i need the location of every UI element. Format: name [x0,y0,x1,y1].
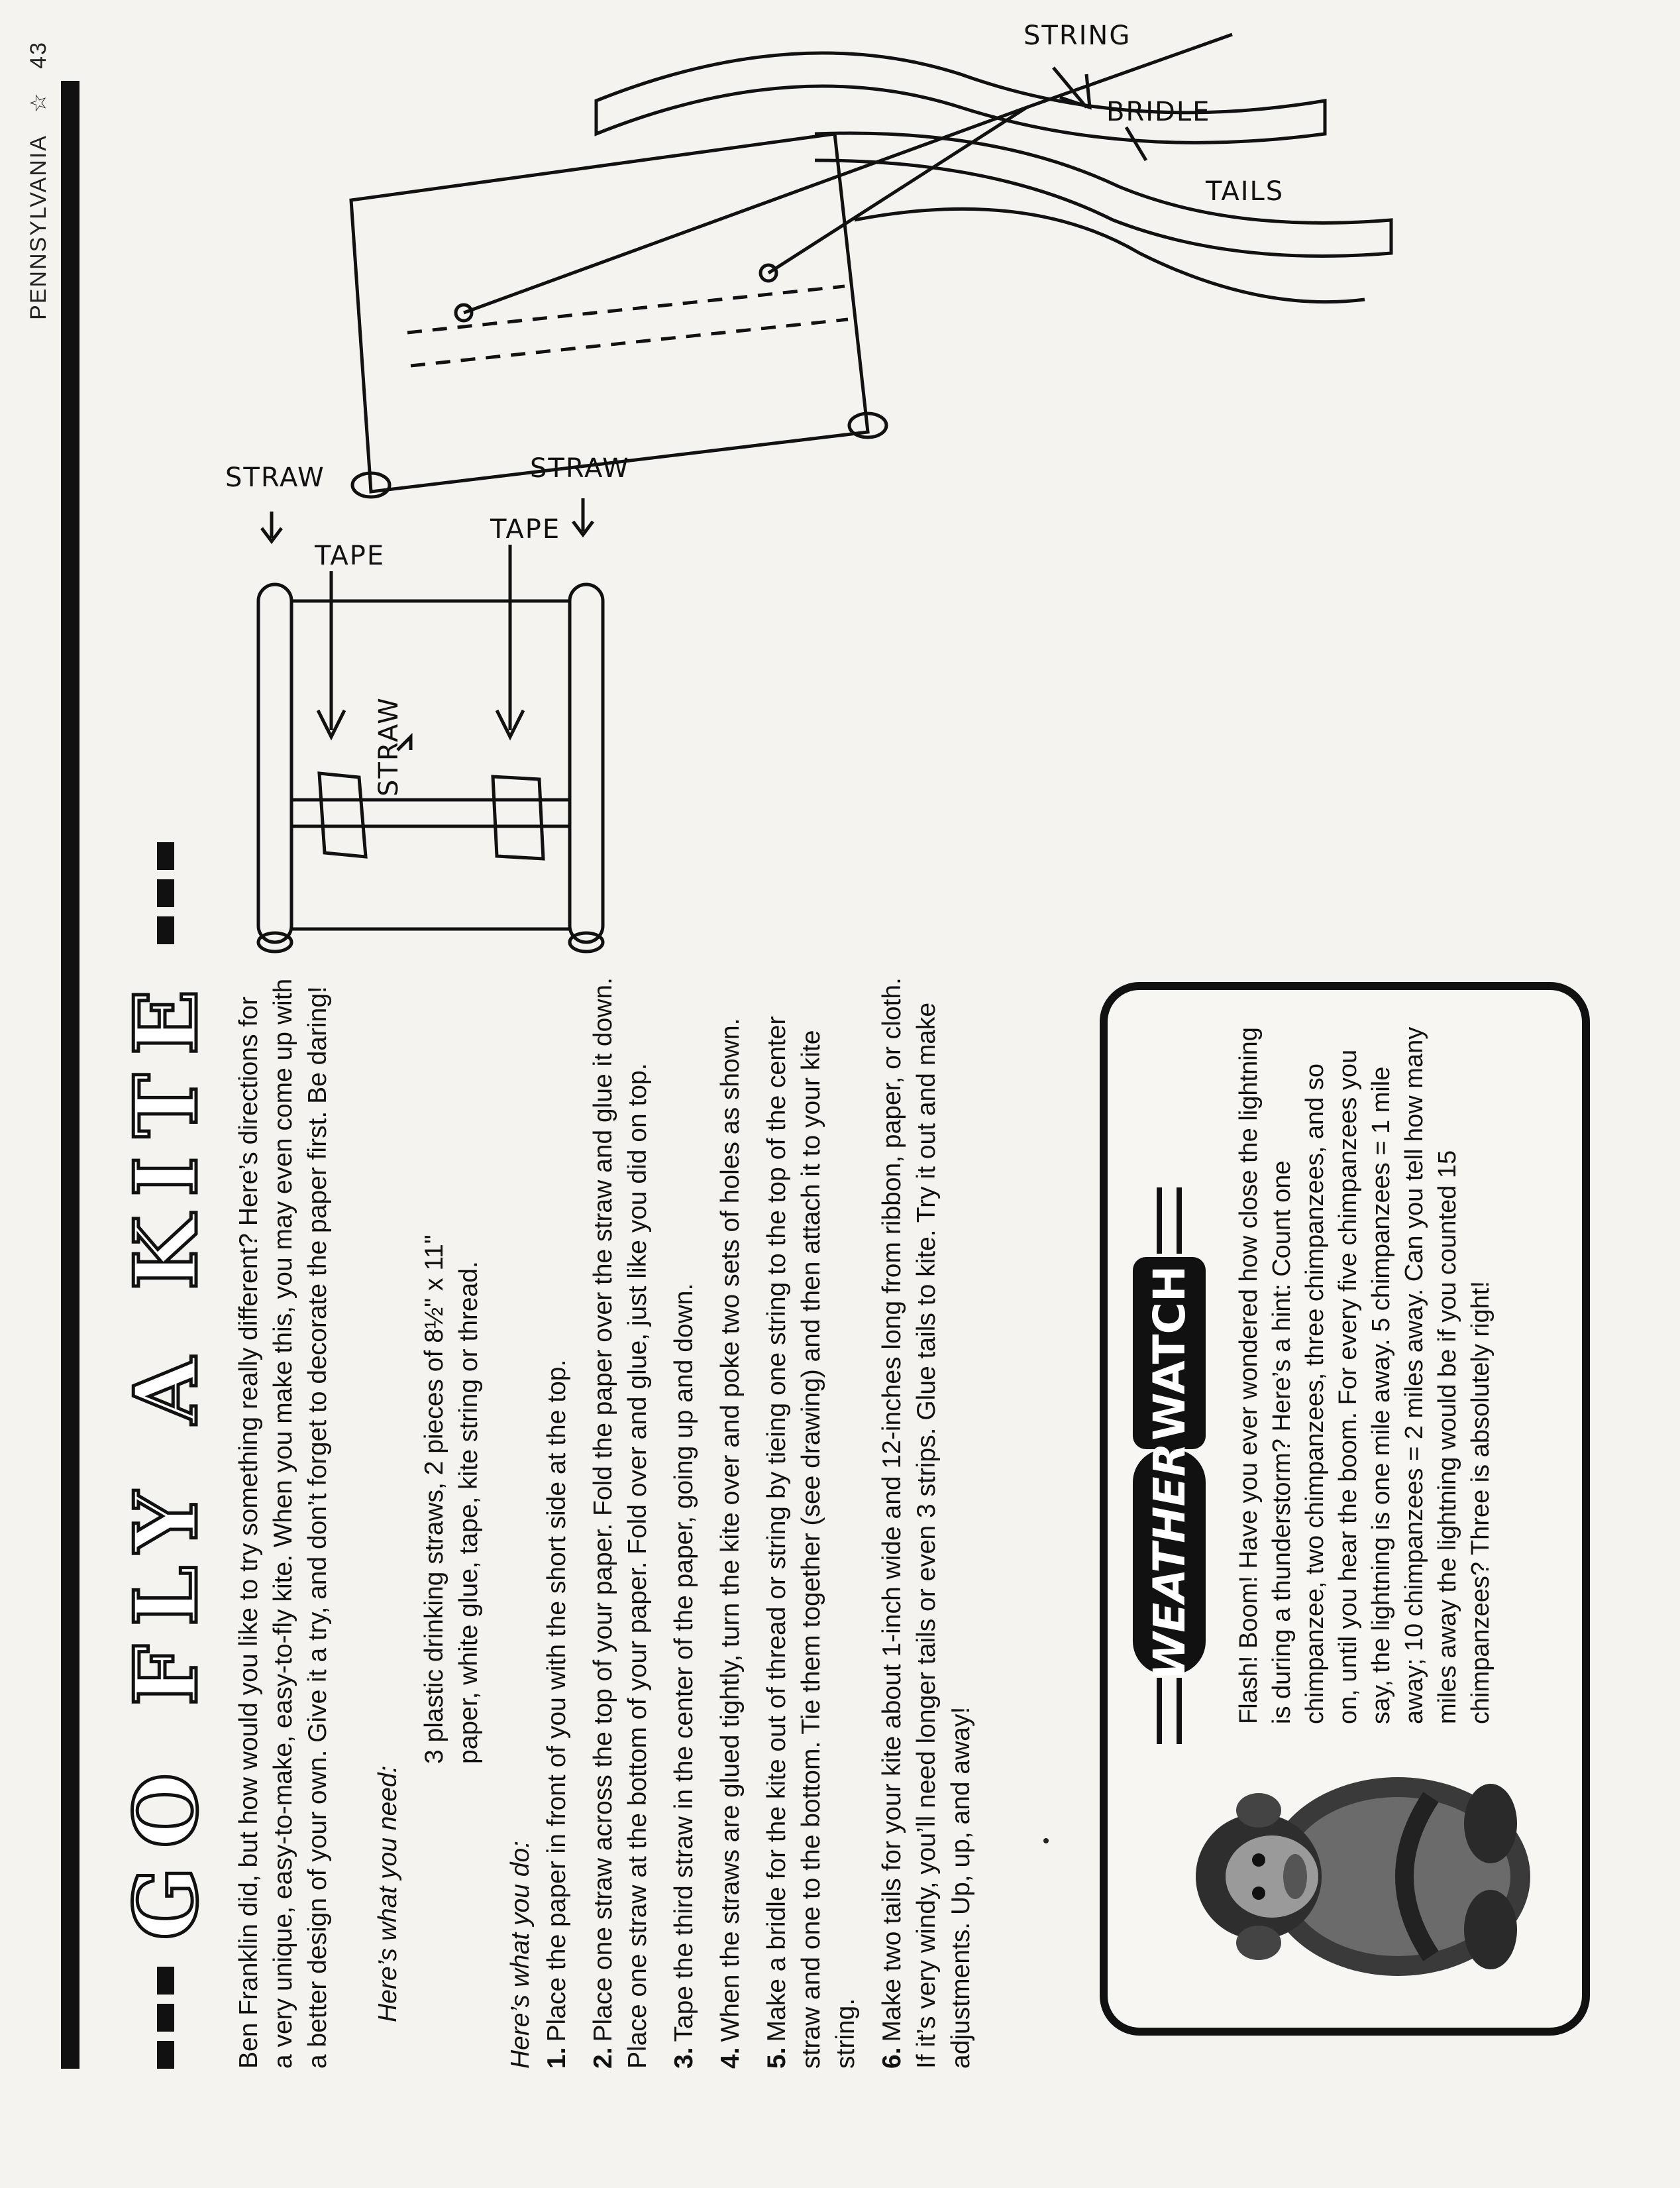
logo-word-weather: WEATHER [1144,1443,1195,1681]
title-dashes-left [157,1967,174,2069]
stray-dot [1043,1838,1049,1843]
need-heading: Here’s what you need: [374,1765,402,2022]
step-item: 2.Place one straw across the top of your paper. Fold the paper over the straw and glue it down. Place one straw at the bottom of your paper. Fold over and glue, just like you did on top. [589,977,652,2069]
title-dashes-right [157,842,174,944]
chimpanzee-illustration [1179,1751,1550,2002]
step-item: 1.Place the paper in front of you with the short side at the top. [543,1359,571,2069]
state-name: PENNSYLVANIA [26,136,51,320]
label-tape-bottom: TAPE [490,514,561,545]
page-number: 43 [26,41,51,69]
label-string: STRING [1024,21,1131,51]
top-rule [61,81,79,2069]
label-tails: TAILS [1206,176,1285,207]
label-straw-center: STRAW [374,696,404,796]
running-header [25,41,52,439]
label-bridle: BRIDLE [1106,97,1211,127]
label-tape-top: TAPE [315,541,386,571]
title-row [113,842,219,2069]
star-icon: ☆ [26,91,51,113]
kite-bridle-diagram [199,15,1424,531]
label-straw-bottom: STRAW [530,453,630,484]
logo-word-watch: WATCH [1144,1265,1195,1441]
do-heading: Here’s what you do: [506,1841,535,2069]
intro-paragraph: Ben Franklin did, but how would you like to try something really different? Here’s directions for a very unique, easy-to-make, easy-to-fly kite. When you make this, you may even come up with a better design of your own. Give it a try, and don’t forget to decorate the paper first. Be daring! [235,978,332,2069]
weather-watch-text: Flash! Boom! Have you ever wondered how close the lightning is during a thunderstorm? Here’s a hint: Count one chimpanzee, two chimpanzees, three chimpanzees, and so on, until you hear the boom. For every five chimpanzees you say, the lightning is one mile away. 5 chimpanzees = 1 mile away; 10 chimpanzees = 2 miles away. Can you tell how many miles away the lightning would be if you counted 15 chimpanzees? Three is absolutely right! [1235,1026,1495,1724]
weather-watch-logo [1120,1181,1219,1751]
steps-list [540,975,990,2069]
label-straw-top: STRAW [225,463,325,493]
step-item: 3.Tape the third straw in the center of the paper, going up and down. [670,1283,698,2069]
step-item: 4.When the straws are glued tightly, turn the kite over and poke two sets of holes as shown. [716,1018,745,2069]
kite-frame-diagram [199,453,715,969]
materials-list: 3 plastic drinking straws, 2 pieces of 8½" x 11" paper, white glue, tape, kite string or thread. [420,1234,483,1764]
page-title: GO FLY A KITE [115,971,217,1940]
step-item: 6.Make two tails for your kite about 1-inch wide and 12-inches long from ribbon, paper, or cloth. If it’s very windy, you’ll need longer tails or even 3 strips. Glue tails to kite. Try it out and make adjustments. Up, up, and away! [878,977,975,2069]
step-item: 5.Make a bridle for the kite out of thread or string by tieing one string to the top of the center straw and one to the bottom. Tie them together (see drawing) and then attach it to your kite string. [762,1016,860,2069]
